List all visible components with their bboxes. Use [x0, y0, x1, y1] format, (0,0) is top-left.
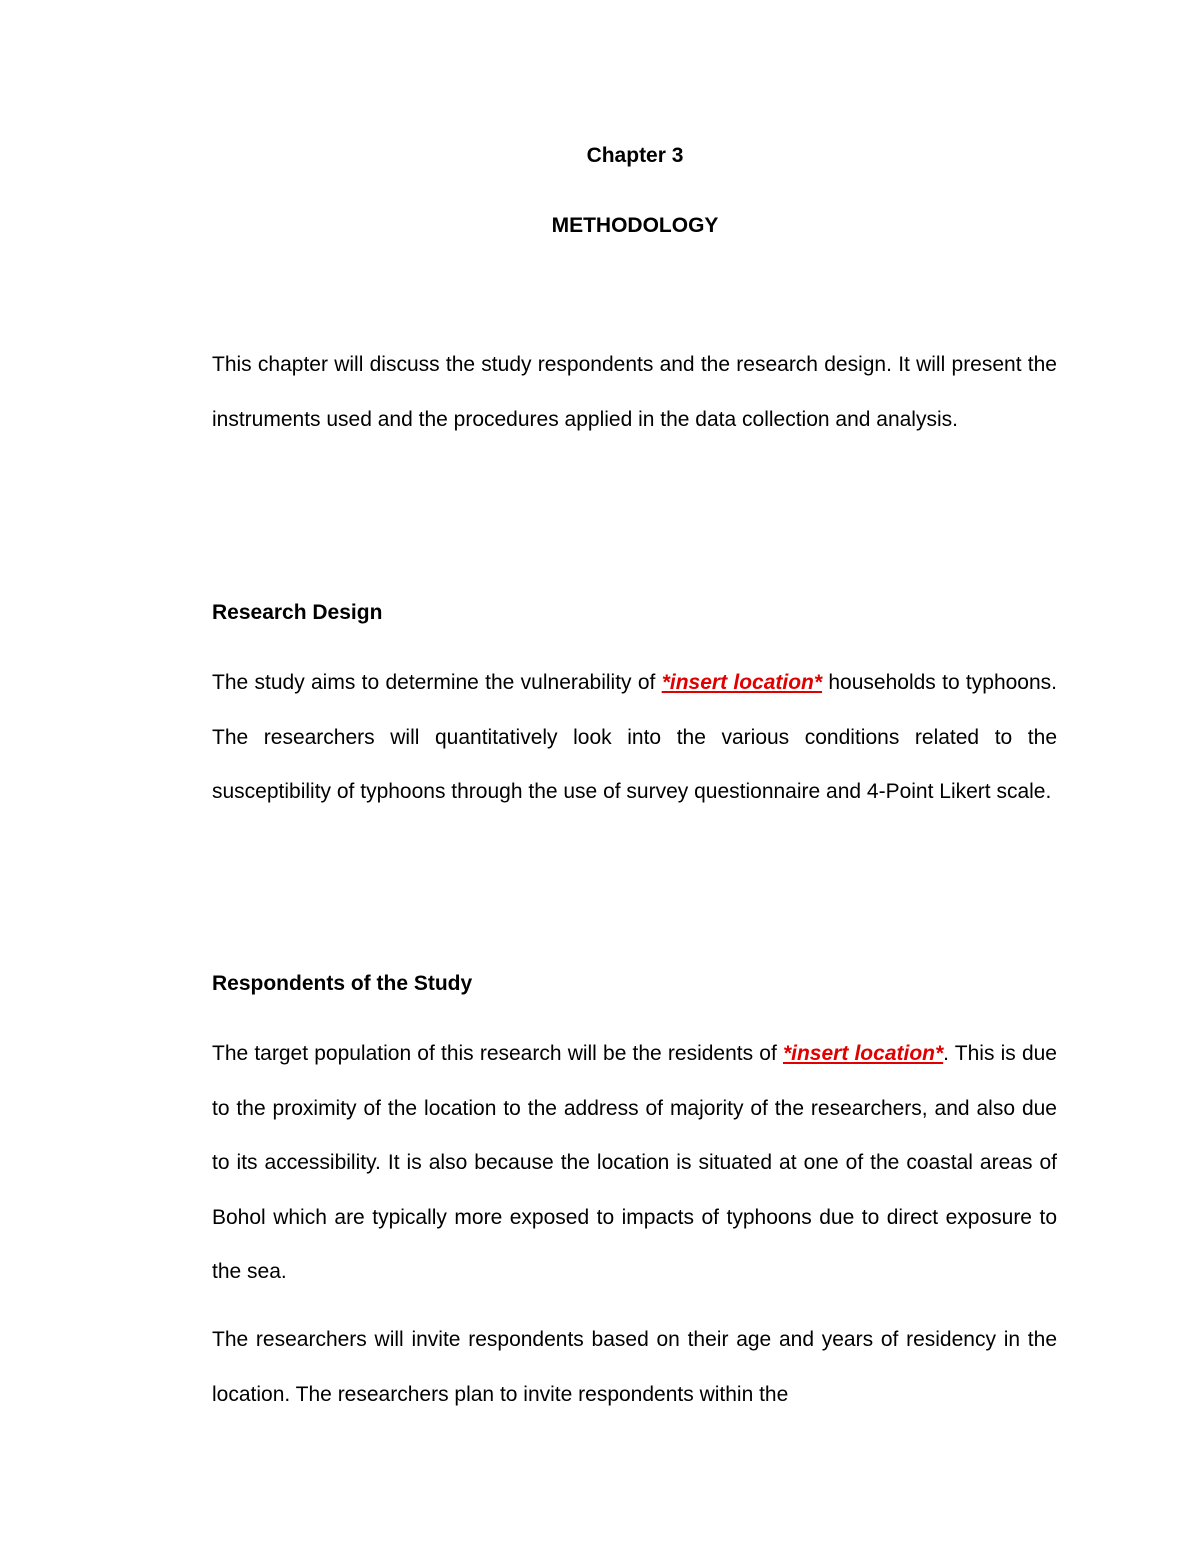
- research-design-paragraph: [212, 656, 1057, 820]
- respondents-text-after: . This is due to the proximity of the location to the address of majority of the researchers, and also due to its accessibility. It is also because the location is situated at one of the coastal areas of Bohol which are typically more exposed to impacts of typhoons due to direct exposure to the sea.: [212, 1042, 1057, 1283]
- location-placeholder: *insert location*: [661, 671, 823, 694]
- respondents-paragraph-1: [212, 1027, 1057, 1300]
- chapter-label: Chapter 3: [586, 144, 684, 167]
- location-placeholder: *insert location*: [782, 1042, 944, 1065]
- research-design-text-before: The study aims to determine the vulnerability of: [212, 671, 662, 694]
- research-design-text-after: households to typhoons. The researchers will quantitatively look into the various conditions related to the susceptibility of typhoons through the use of survey questionnaire and 4-Point Likert scale.: [212, 671, 1057, 803]
- respondents-paragraph-2: The researchers will invite respondents based on their age and years of residency in the location. The researchers plan to invite respondents within the: [212, 1328, 1057, 1406]
- research-design-heading: Research Design: [212, 601, 383, 624]
- intro-paragraph: This chapter will discuss the study respondents and the research design. It will present the instruments used and the procedures applied in the data collection and analysis.: [212, 353, 1057, 431]
- respondents-text-before: The target population of this research will be the residents of: [212, 1042, 783, 1065]
- chapter-title: METHODOLOGY: [551, 214, 719, 237]
- respondents-heading: Respondents of the Study: [212, 972, 473, 995]
